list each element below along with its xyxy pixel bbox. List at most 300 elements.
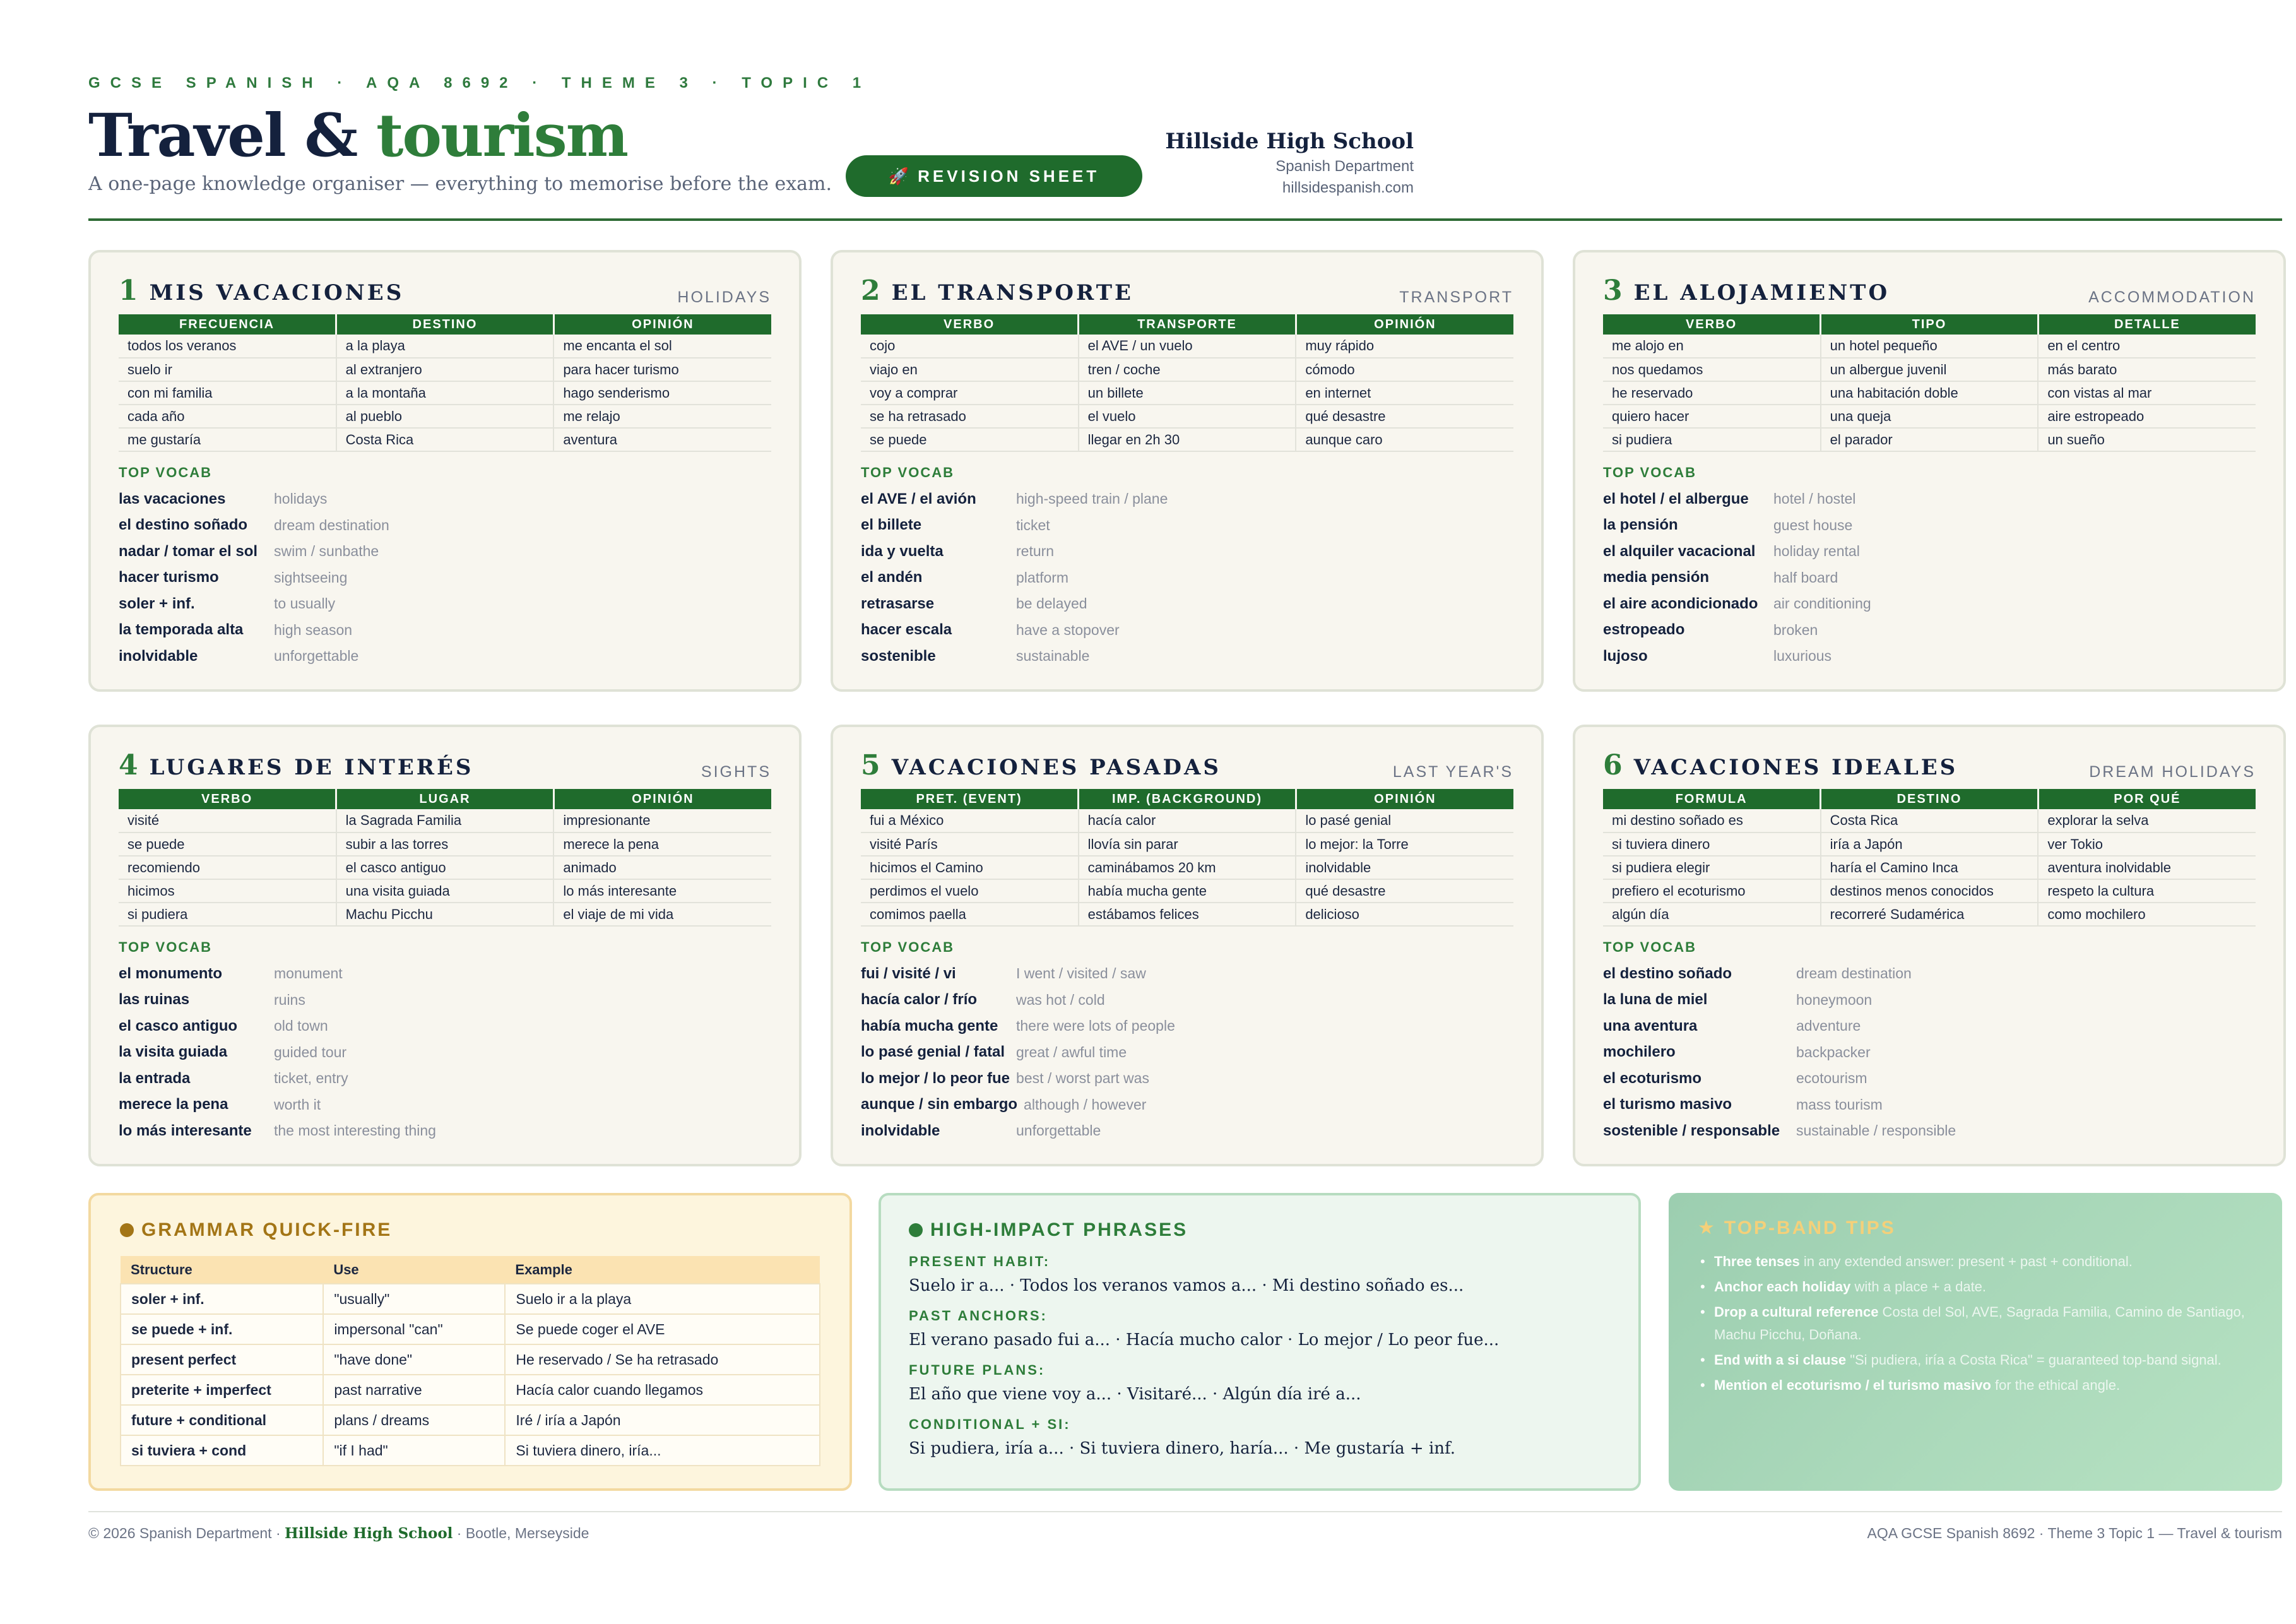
table-cell: fui a México	[861, 809, 1079, 833]
high-impact-phrases	[879, 1193, 1641, 1491]
page-subtitle: A one-page knowledge organiser — everything to memorise before the exam.	[88, 173, 832, 195]
table-row	[119, 428, 771, 451]
table-row	[861, 335, 1513, 358]
table-cell: con vistas al mar	[2038, 381, 2256, 405]
card-title: EL ALOJAMIENTO	[1633, 280, 1890, 305]
table-cell: lo pasé genial	[1296, 809, 1513, 833]
grammar-cell: soler + inf.	[121, 1284, 323, 1314]
table-header-row	[861, 789, 1513, 809]
table-row	[861, 381, 1513, 405]
grammar-row	[121, 1284, 820, 1314]
grammar-cell: preterite + imperfect	[121, 1375, 323, 1405]
vocab-spanish: inolvidable	[119, 647, 198, 665]
grammar-cell: impersonal "can"	[323, 1314, 505, 1344]
vocab-item	[119, 961, 771, 987]
vocab-spanish: el turismo masivo	[1603, 1096, 1732, 1113]
vocab-item	[861, 961, 1513, 987]
table-row	[1603, 381, 2256, 405]
vocab-label: TOP VOCAB	[119, 939, 212, 955]
table-cell: para hacer turismo	[553, 358, 771, 381]
grammar-cell: Si tuviera dinero, iría...	[505, 1435, 820, 1466]
vocab-item	[861, 565, 1513, 591]
table-row	[119, 335, 771, 358]
table-cell: comimos paella	[861, 903, 1079, 926]
card-english-title: SIGHTS	[701, 763, 771, 781]
vocab-english: I went / visited / saw	[1016, 965, 1146, 982]
tip-emphasis: Three tenses	[1714, 1254, 1800, 1269]
page-title-part2: tourism	[376, 101, 628, 170]
vocab-spanish: media pensión	[1603, 569, 1710, 586]
table-column-header: OPINIÓN	[1296, 789, 1513, 809]
table-cell: cojo	[861, 335, 1079, 358]
card-english-title: LAST YEAR'S	[1392, 763, 1513, 781]
table-cell: tren / coche	[1079, 358, 1296, 381]
topic-card-2	[831, 250, 1544, 692]
vocab-english: there were lots of people	[1016, 1017, 1175, 1034]
tip-emphasis: Drop a cultural reference	[1714, 1304, 1879, 1320]
vocab-english: luxurious	[1773, 648, 1832, 665]
table-cell: una habitación doble	[1821, 381, 2039, 405]
vocab-spanish: las ruinas	[119, 991, 190, 1009]
grammar-cell: future + conditional	[121, 1405, 323, 1435]
table-column-header: IMP. (BACKGROUND)	[1079, 789, 1296, 809]
table-cell: cómodo	[1296, 358, 1513, 381]
vocab-spanish: ida y vuelta	[861, 542, 944, 560]
grammar-cell: plans / dreams	[323, 1405, 505, 1435]
vocab-item	[861, 538, 1513, 565]
table-cell: en el centro	[2038, 335, 2256, 358]
tip-emphasis: End with a si clause	[1714, 1352, 1847, 1368]
topic-card-6	[1573, 725, 2286, 1166]
phrase-group-text: El año que viene voy a... · Visitaré... · Algún día iré a...	[909, 1385, 1361, 1404]
phrases-title: HIGH-IMPACT PHRASES	[930, 1219, 1188, 1240]
vocab-english: backpacker	[1796, 1043, 1871, 1060]
vocab-spanish: había mucha gente	[861, 1017, 998, 1034]
tip-detail: with a place + a date.	[1850, 1279, 1987, 1295]
table-column-header: FRECUENCIA	[119, 314, 336, 335]
vocab-english: sustainable	[1016, 648, 1090, 665]
table-row	[861, 903, 1513, 926]
vocab-spanish: hacer turismo	[119, 569, 219, 586]
vocab-spanish: el AVE / el avión	[861, 490, 976, 507]
table-row	[1603, 833, 2256, 856]
vocab-spanish: el monumento	[119, 964, 223, 982]
table-cell: perdimos el vuelo	[861, 879, 1079, 903]
table-cell: haría el Camino Inca	[1821, 856, 2039, 879]
table-row	[1603, 428, 2256, 451]
tip-detail: for the ethical angle.	[1991, 1377, 2121, 1393]
table-cell: todos los veranos	[119, 335, 336, 358]
vocab-list	[119, 961, 771, 1144]
bullet-dot-icon	[909, 1223, 923, 1237]
table-cell: si pudiera	[119, 903, 336, 926]
table-column-header: OPINIÓN	[553, 789, 771, 809]
table-cell: iría a Japón	[1821, 833, 2039, 856]
vocab-spanish: merece la pena	[119, 1096, 228, 1113]
grammar-cell: past narrative	[323, 1375, 505, 1405]
department-name: Spanish Department	[1275, 158, 1414, 175]
table-cell: aventura inolvidable	[2038, 856, 2256, 879]
table-cell: hacía calor	[1079, 809, 1296, 833]
card-header	[119, 750, 771, 781]
table-row	[861, 856, 1513, 879]
school-block	[1165, 129, 1414, 197]
table-header-row	[1603, 789, 2256, 809]
table-cell: merece la pena	[553, 833, 771, 856]
card-header	[1603, 750, 2256, 781]
vocab-item	[1603, 513, 2256, 539]
vocab-spanish: la entrada	[119, 1069, 191, 1087]
table-cell: recorreré Sudamérica	[1821, 903, 2039, 926]
vocab-item	[119, 987, 771, 1014]
tip-emphasis: Anchor each holiday	[1714, 1279, 1851, 1295]
vocab-list	[119, 486, 771, 670]
vocab-english: ecotourism	[1796, 1070, 1867, 1087]
vocab-list	[861, 961, 1513, 1144]
vocab-english: great / awful time	[1016, 1043, 1127, 1060]
vocab-list	[861, 486, 1513, 670]
card-title: VACACIONES IDEALES	[1633, 755, 1958, 780]
sentence-builder-table	[119, 789, 771, 927]
vocab-item	[861, 643, 1513, 670]
vocab-label: TOP VOCAB	[1603, 939, 1696, 955]
card-number: 5	[861, 749, 880, 781]
grammar-row	[121, 1314, 820, 1344]
vocab-item	[1603, 617, 2256, 644]
table-cell: respeto la cultura	[2038, 879, 2256, 903]
topic-card-3	[1573, 250, 2286, 692]
vocab-spanish: la temporada alta	[119, 621, 244, 639]
card-title: EL TRANSPORTE	[891, 280, 1133, 305]
grammar-col-example: Example	[505, 1256, 820, 1284]
table-row	[119, 381, 771, 405]
sentence-builder-table	[1603, 789, 2256, 927]
table-cell: al extranjero	[336, 358, 554, 381]
table-cell: se puede	[119, 833, 336, 856]
school-website[interactable]: hillsidespanish.com	[1282, 179, 1414, 196]
grammar-col-structure: Structure	[121, 1256, 323, 1284]
grammar-cell: Iré / iría a Japón	[505, 1405, 820, 1435]
table-row	[1603, 903, 2256, 926]
card-number: 6	[1603, 749, 1623, 781]
card-header	[861, 750, 1513, 781]
vocab-item	[119, 643, 771, 670]
table-column-header: OPINIÓN	[553, 314, 771, 335]
phrase-group-text: Suelo ir a... · Todos los veranos vamos a... · Mi destino soñado es...	[909, 1276, 1464, 1295]
vocab-english: platform	[1016, 569, 1069, 586]
table-cell: la Sagrada Familia	[336, 809, 554, 833]
vocab-item	[119, 591, 771, 617]
rocket-icon: 🚀	[888, 166, 909, 186]
vocab-item	[861, 486, 1513, 513]
vocab-english: return	[1016, 543, 1055, 560]
grammar-table	[120, 1256, 820, 1466]
tip-item	[1698, 1301, 2253, 1346]
vocab-spanish: lo mejor / lo peor fue	[861, 1069, 1010, 1087]
vocab-spanish: el casco antiguo	[119, 1017, 238, 1034]
vocab-spanish: mochilero	[1603, 1043, 1676, 1061]
vocab-item	[119, 617, 771, 644]
vocab-spanish: inolvidable	[861, 1122, 940, 1139]
table-cell: algún día	[1603, 903, 1821, 926]
vocab-spanish: el aire acondicionado	[1603, 595, 1758, 612]
phrase-group-text: Si pudiera, iría a... · Si tuviera dinero, haría... · Me gustaría + inf.	[909, 1439, 1455, 1458]
vocab-list	[1603, 961, 2256, 1144]
vocab-english: guest house	[1773, 516, 1853, 533]
star-icon: ★	[1698, 1218, 1717, 1238]
sentence-builder-table	[1603, 314, 2256, 452]
table-column-header: OPINIÓN	[1296, 314, 1513, 335]
table-cell: al pueblo	[336, 405, 554, 428]
footer-location: · Bootle, Merseyside	[456, 1525, 589, 1541]
table-column-header: TRANSPORTE	[1079, 314, 1296, 335]
phrase-group-label: FUTURE PLANS:	[909, 1362, 1046, 1378]
table-column-header: TIPO	[1821, 314, 2039, 335]
vocab-item	[861, 1040, 1513, 1066]
vocab-english: half board	[1773, 569, 1838, 586]
vocab-list	[1603, 486, 2256, 670]
table-cell: ver Tokio	[2038, 833, 2256, 856]
card-header	[119, 275, 771, 307]
vocab-english: unforgettable	[274, 648, 359, 665]
table-cell: como mochilero	[2038, 903, 2256, 926]
table-column-header: VERBO	[1603, 314, 1821, 335]
table-cell: nos quedamos	[1603, 358, 1821, 381]
vocab-english: high season	[274, 621, 353, 638]
school-name: Hillside High School	[1165, 129, 1414, 154]
table-cell: inolvidable	[1296, 856, 1513, 879]
vocab-item	[1603, 1040, 2256, 1066]
card-english-title: HOLIDAYS	[677, 288, 771, 306]
vocab-item	[119, 1092, 771, 1118]
card-english-title: TRANSPORT	[1399, 288, 1513, 306]
vocab-english: air conditioning	[1773, 595, 1871, 612]
table-cell: el parador	[1821, 428, 2039, 451]
vocab-english: dream destination	[274, 516, 389, 533]
grammar-cell: Suelo ir a la playa	[505, 1284, 820, 1314]
grammar-cell: present perfect	[121, 1344, 323, 1375]
footer-credits	[88, 1525, 589, 1542]
vocab-english: holiday rental	[1773, 543, 1860, 560]
card-title: VACACIONES PASADAS	[891, 755, 1221, 780]
tip-item	[1698, 1276, 2253, 1298]
table-column-header: VERBO	[119, 789, 336, 809]
footer-copyright: © 2026 Spanish Department ·	[88, 1525, 281, 1541]
vocab-item	[1603, 591, 2256, 617]
table-header-row	[119, 789, 771, 809]
vocab-english: old town	[274, 1017, 328, 1034]
vocab-english: be delayed	[1016, 595, 1087, 612]
sentence-builder-table	[861, 789, 1513, 927]
grammar-cell: "usually"	[323, 1284, 505, 1314]
table-cell: delicioso	[1296, 903, 1513, 926]
table-cell: una queja	[1821, 405, 2039, 428]
table-cell: viajo en	[861, 358, 1079, 381]
table-cell: hicimos	[119, 879, 336, 903]
table-cell: una visita guiada	[336, 879, 554, 903]
topic-card-5	[831, 725, 1544, 1166]
table-row	[861, 879, 1513, 903]
vocab-item	[119, 513, 771, 539]
tip-item	[1698, 1374, 2253, 1397]
card-number: 2	[861, 275, 880, 307]
vocab-english: broken	[1773, 621, 1818, 638]
card-number: 3	[1603, 275, 1623, 307]
vocab-item	[1603, 987, 2256, 1014]
vocab-spanish: soler + inf.	[119, 595, 195, 612]
vocab-english: mass tourism	[1796, 1096, 1883, 1113]
table-cell: explorar la selva	[2038, 809, 2256, 833]
phrase-groups	[909, 1254, 1611, 1458]
table-cell: he reservado	[1603, 381, 1821, 405]
table-cell: visité	[119, 809, 336, 833]
table-header-row	[1603, 314, 2256, 335]
table-row	[119, 856, 771, 879]
table-column-header: DESTINO	[1821, 789, 2039, 809]
card-header	[1603, 275, 2256, 307]
vocab-english: worth it	[274, 1096, 321, 1113]
page-header	[88, 74, 2282, 221]
table-cell: el viaje de mi vida	[553, 903, 771, 926]
table-cell: visité París	[861, 833, 1079, 856]
tips-title: TOP-BAND TIPS	[1724, 1217, 1896, 1238]
table-header-row	[861, 314, 1513, 335]
vocab-english: monument	[274, 965, 343, 982]
card-number: 4	[119, 749, 138, 781]
vocab-spanish: retrasarse	[861, 595, 935, 612]
vocab-english: unforgettable	[1016, 1122, 1101, 1139]
vocab-spanish: nadar / tomar el sol	[119, 542, 258, 560]
table-row	[119, 358, 771, 381]
sentence-builder-table	[861, 314, 1513, 452]
table-row	[861, 358, 1513, 381]
table-cell: Machu Picchu	[336, 903, 554, 926]
vocab-english: high-speed train / plane	[1016, 490, 1168, 507]
vocab-item	[1603, 1118, 2256, 1144]
table-cell: me gustaría	[119, 428, 336, 451]
vocab-english: sightseeing	[274, 569, 348, 586]
vocab-english: adventure	[1796, 1017, 1861, 1034]
table-row	[1603, 809, 2256, 833]
table-cell: animado	[553, 856, 771, 879]
table-cell: hago senderismo	[553, 381, 771, 405]
phrase-group-text: El verano pasado fui a... · Hacía mucho calor · Lo mejor / Lo peor fue...	[909, 1331, 1500, 1349]
vocab-english: although / however	[1024, 1096, 1147, 1113]
table-column-header: POR QUÉ	[2038, 789, 2256, 809]
vocab-spanish: el billete	[861, 516, 922, 534]
vocab-english: hotel / hostel	[1773, 490, 1856, 507]
table-cell: se ha retrasado	[861, 405, 1079, 428]
vocab-item	[861, 987, 1513, 1014]
revision-sheet-badge	[846, 155, 1142, 197]
vocab-label: TOP VOCAB	[1603, 465, 1696, 480]
table-cell: mi destino soñado es	[1603, 809, 1821, 833]
table-row	[861, 405, 1513, 428]
vocab-label: TOP VOCAB	[119, 465, 212, 480]
table-cell: suelo ir	[119, 358, 336, 381]
vocab-item	[1603, 486, 2256, 513]
vocab-english: honeymoon	[1796, 991, 1873, 1008]
vocab-english: guided tour	[274, 1043, 347, 1060]
grammar-header-row	[121, 1256, 820, 1284]
vocab-item	[119, 1118, 771, 1144]
vocab-item	[861, 513, 1513, 539]
table-column-header: PRET. (EVENT)	[861, 789, 1079, 809]
vocab-spanish: sostenible	[861, 647, 936, 665]
topic-card-1	[88, 250, 802, 692]
vocab-spanish: el alquiler vacacional	[1603, 542, 1756, 560]
tips-list	[1698, 1250, 2253, 1397]
vocab-item	[1603, 961, 2256, 987]
table-cell: destinos menos conocidos	[1821, 879, 2039, 903]
vocab-english: have a stopover	[1016, 621, 1120, 638]
table-cell: aire estropeado	[2038, 405, 2256, 428]
table-cell: si pudiera elegir	[1603, 856, 1821, 879]
grammar-row	[121, 1435, 820, 1466]
table-cell: el AVE / un vuelo	[1079, 335, 1296, 358]
table-row	[1603, 856, 2256, 879]
grammar-col-use: Use	[323, 1256, 505, 1284]
table-row	[119, 903, 771, 926]
card-title: MIS VACACIONES	[149, 280, 405, 305]
table-cell: qué desastre	[1296, 405, 1513, 428]
vocab-english: ruins	[274, 991, 305, 1008]
vocab-english: dream destination	[1796, 965, 1912, 982]
vocab-spanish: hacía calor / frío	[861, 991, 978, 1009]
grammar-row	[121, 1375, 820, 1405]
vocab-item	[119, 538, 771, 565]
table-cell: impresionante	[553, 809, 771, 833]
table-cell: un hotel pequeño	[1821, 335, 2039, 358]
vocab-spanish: una aventura	[1603, 1017, 1698, 1034]
table-column-header: LUGAR	[336, 789, 554, 809]
vocab-spanish: estropeado	[1603, 621, 1685, 639]
table-cell: el casco antiguo	[336, 856, 554, 879]
table-cell: se puede	[861, 428, 1079, 451]
vocab-spanish: aunque / sin embargo	[861, 1096, 1018, 1113]
card-header	[861, 275, 1513, 307]
vocab-item	[861, 591, 1513, 617]
vocab-item	[1603, 538, 2256, 565]
tip-item	[1698, 1250, 2253, 1273]
tip-emphasis: Mention el ecoturismo / el turismo masivo	[1714, 1377, 1991, 1393]
vocab-label: TOP VOCAB	[861, 465, 954, 480]
vocab-spanish: las vacaciones	[119, 490, 226, 507]
vocab-item	[861, 1092, 1513, 1118]
table-cell: voy a comprar	[861, 381, 1079, 405]
table-cell: si pudiera	[1603, 428, 1821, 451]
table-cell: con mi familia	[119, 381, 336, 405]
table-row	[861, 833, 1513, 856]
vocab-spanish: el ecoturismo	[1603, 1069, 1702, 1087]
grammar-cell: se puede + inf.	[121, 1314, 323, 1344]
table-cell: me alojo en	[1603, 335, 1821, 358]
sentence-builder-table	[119, 314, 771, 452]
vocab-label: TOP VOCAB	[861, 939, 954, 955]
table-column-header: FORMULA	[1603, 789, 1821, 809]
grammar-cell: "if I had"	[323, 1435, 505, 1466]
vocab-item	[119, 486, 771, 513]
table-cell: subir a las torres	[336, 833, 554, 856]
table-cell: estábamos felices	[1079, 903, 1296, 926]
top-band-tips	[1669, 1193, 2282, 1491]
card-english-title: DREAM HOLIDAYS	[2089, 763, 2256, 781]
table-cell: en internet	[1296, 381, 1513, 405]
table-row	[119, 405, 771, 428]
vocab-item	[861, 1065, 1513, 1092]
vocab-item	[861, 1118, 1513, 1144]
table-cell: me encanta el sol	[553, 335, 771, 358]
